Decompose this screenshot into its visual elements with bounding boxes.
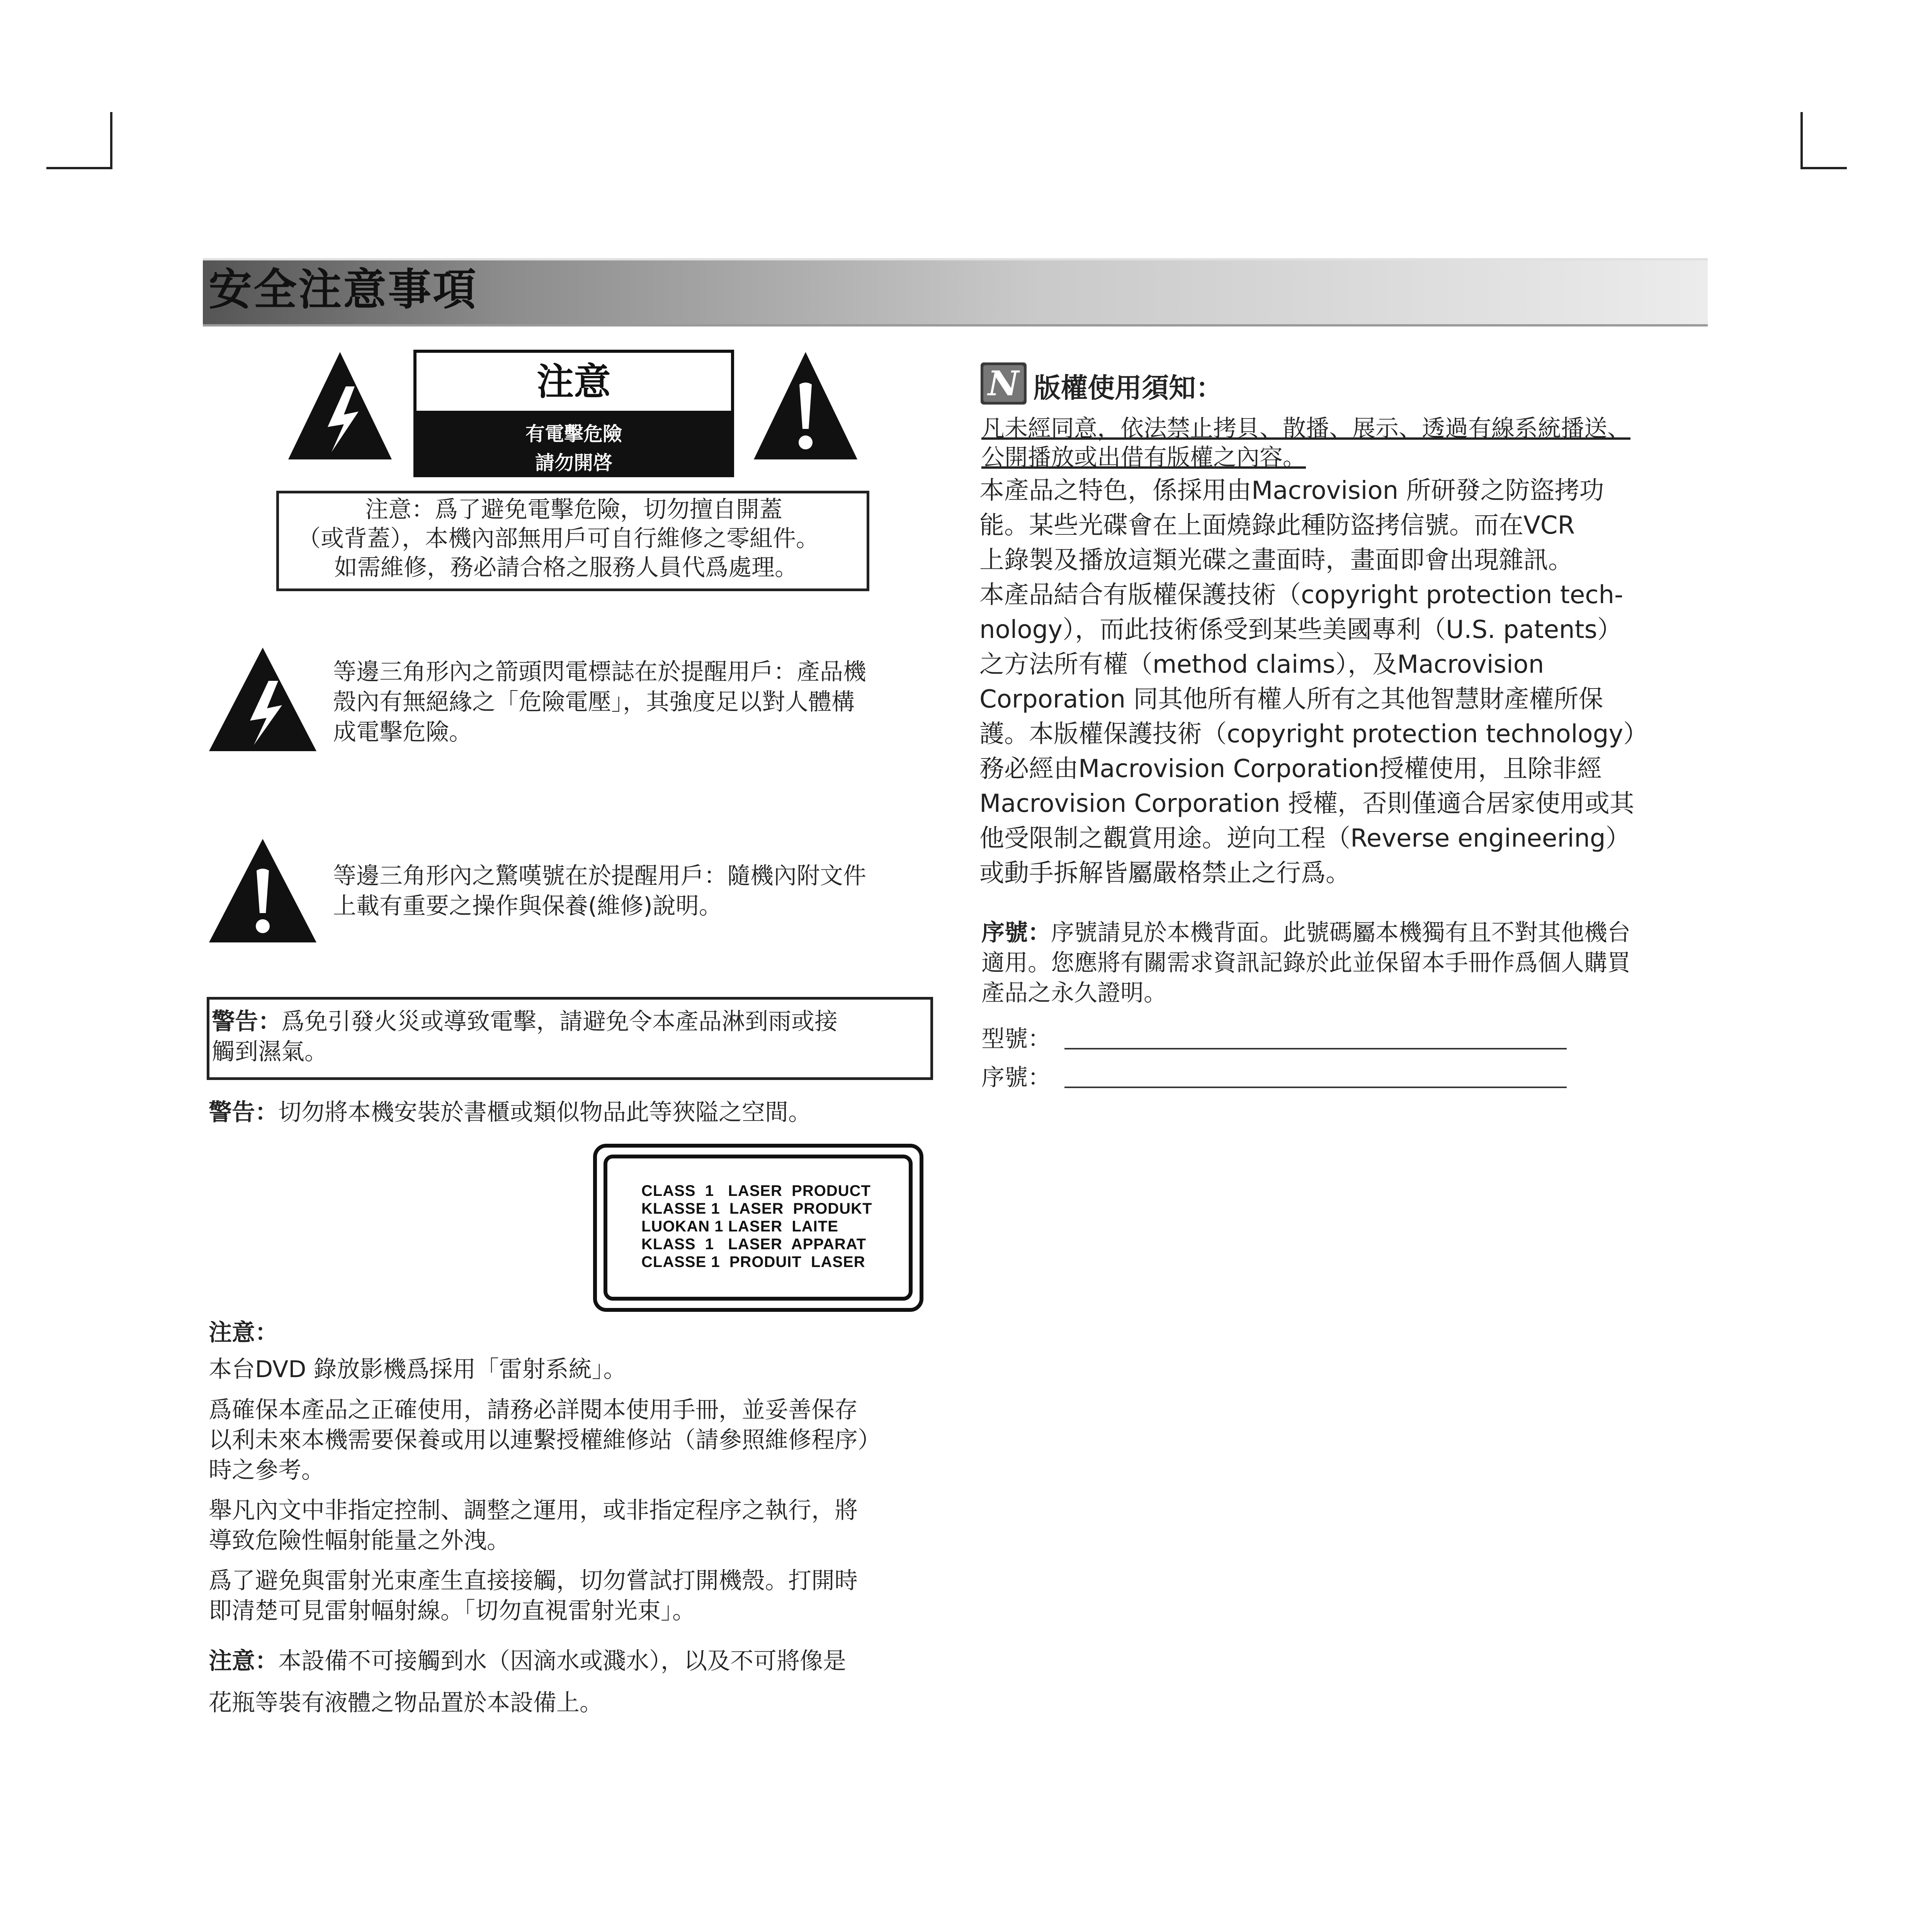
symbol-note-line: 上載有重要之操作與保養(維修)說明。 — [333, 893, 722, 920]
note-paragraph-line: 爲確保本產品之正確使用，請務必詳閱本使用手冊，並妥善保存 — [209, 1396, 858, 1423]
caution-box-line: （或背蓋），本機內部無用戶可自行維修之零組件。 — [298, 525, 819, 552]
crop-mark — [1800, 167, 1847, 169]
note-paragraph-line: 爲了避免與雷射光束產生直接接觸，切勿嘗試打開機殼。打開時 — [209, 1567, 858, 1594]
caution-label-line: 有電擊危險 — [525, 423, 622, 445]
copyright-body-line: 能。某些光碟會在上面燒錄此種防盜拷信號。而在VCR — [979, 511, 1575, 540]
caution-label-line: 請勿開啓 — [535, 452, 612, 474]
caution-box-line: 如需維修，務必請合格之服務人員代爲處理。 — [334, 554, 798, 581]
copyright-body-line: 或動手拆解皆屬嚴格禁止之行爲。 — [979, 859, 1350, 888]
copyright-body-line: Macrovision Corporation 授權，否則僅適合居家使用或其 — [979, 789, 1634, 818]
copyright-body-line: 之方法所有權（method claims），及Macrovision — [979, 650, 1544, 679]
copyright-body-line: 他受限制之觀賞用途。逆向工程（Reverse engineering） — [979, 824, 1630, 853]
crop-mark — [110, 112, 112, 169]
copyright-heading: 版權使用須知： — [1034, 372, 1223, 404]
warning-line — [212, 1007, 838, 1037]
note-heading: 注意： — [209, 1319, 278, 1346]
symbol-note-line: 成電擊危險。 — [333, 719, 472, 746]
note-paragraph-line: 本台DVD 錄放影機爲採用「雷射系統」。 — [209, 1356, 627, 1383]
svg-text:N: N — [988, 363, 1019, 403]
laser-label-line: LUOKAN 1 LASER LAITE — [641, 1218, 838, 1235]
lightning-triangle-icon — [207, 645, 319, 753]
model-number-field[interactable] — [1064, 1048, 1567, 1049]
caution-label-title: 注意 — [417, 353, 731, 411]
note-label: 注意： — [209, 1648, 278, 1675]
note-paragraph-line — [209, 1646, 846, 1676]
serial-text: 序號請見於本機背面。此號碼屬本機獨有且不對其他機台 — [1051, 919, 1630, 946]
page-title: 安全注意事項 — [209, 265, 478, 315]
copyright-body-line: 務必經由Macrovision Corporation授權使用，且除非經 — [979, 755, 1602, 783]
laser-label-line: CLASSE 1 PRODUIT LASER — [641, 1253, 865, 1270]
laser-label-line: CLASS 1 LASER PRODUCT — [641, 1182, 871, 1199]
warning-text: 切勿將本機安裝於書櫃或類似物品此等狹隘之空間。 — [278, 1099, 811, 1126]
warning-text: 爲免引發火災或導致電擊，請避免令本產品淋到雨或接 — [281, 1008, 838, 1035]
serial-label: 序號： — [981, 919, 1051, 946]
note-paragraph-line: 花瓶等裝有液體之物品置於本設備上。 — [209, 1689, 603, 1716]
copyright-body-line: nology），而此技術係受到某些美國專利（U.S. patents） — [979, 616, 1622, 644]
exclamation-triangle-icon — [207, 837, 319, 945]
note-paragraph-line: 時之參考。 — [209, 1457, 325, 1484]
warning-label: 警告： — [212, 1008, 281, 1035]
copyright-underlined-line: 凡未經同意，依法禁止拷貝、散播、展示、透過有線系統播送、 — [981, 415, 1630, 442]
note-paragraph-line: 舉凡內文中非指定控制、調整之運用，或非指定程序之執行，將 — [209, 1497, 858, 1524]
crop-mark — [46, 167, 112, 169]
note-paragraph-line: 導致危險性幅射能量之外洩。 — [209, 1527, 510, 1554]
warning-line: 觸到濕氣。 — [212, 1038, 328, 1065]
crop-mark — [1800, 112, 1803, 169]
copyright-body-line: 本產品之特色，係採用由Macrovision 所研發之防盜拷功 — [979, 476, 1604, 505]
serial-number-label: 序號： — [981, 1064, 1051, 1091]
serial-line — [981, 918, 1630, 948]
warning-line — [209, 1097, 811, 1128]
laser-label-line: KLASS 1 LASER APPARAT — [641, 1236, 867, 1253]
note-paragraph-line: 即清楚可見雷射幅射線。「切勿直視雷射光束」。 — [209, 1597, 695, 1624]
note-paragraph-line: 以利未來本機需要保養或用以連繫授權維修站（請參照維修程序） — [209, 1427, 881, 1454]
exclamation-triangle-icon — [751, 350, 860, 462]
serial-line: 產品之永久證明。 — [981, 980, 1167, 1007]
serial-line: 適用。您應將有關需求資訊記錄於此並保留本手冊作爲個人購買 — [981, 949, 1630, 976]
model-number-label: 型號： — [981, 1026, 1051, 1053]
copyright-body-line: 護。本版權保護技術（copyright protection technology） — [979, 720, 1648, 748]
copyright-body-line: Corporation 同其他所有權人所有之其他智慧財產權所保 — [979, 685, 1603, 714]
copyright-underlined-line: 公開播放或出借有版權之內容。 — [981, 444, 1306, 471]
caution-box-line: 注意：爲了避免電擊危險，切勿擅自開蓋 — [365, 496, 782, 523]
copyright-body-line: 上錄製及播放這類光碟之畫面時，畫面即會出現雜訊。 — [979, 546, 1573, 575]
symbol-note-line: 等邊三角形內之驚嘆號在於提醒用戶：隨機內附文件 — [333, 862, 866, 889]
copyright-body-line: 本產品結合有版權保護技術（copyright protection tech- — [979, 581, 1624, 609]
symbol-note-line: 殼內有無絕緣之「危險電壓」，其強度足以對人體構 — [333, 689, 855, 716]
symbol-note-line: 等邊三角形內之箭頭閃電標誌在於提醒用戶：產品機 — [333, 658, 866, 685]
note-text: 本設備不可接觸到水（因滴水或濺水），以及不可將像是 — [278, 1648, 846, 1675]
lightning-triangle-icon — [286, 350, 394, 462]
serial-number-field[interactable] — [1064, 1087, 1567, 1088]
warning-label: 警告： — [209, 1099, 278, 1126]
laser-label-line: KLASSE 1 LASER PRODUKT — [641, 1200, 872, 1217]
note-n-icon — [979, 361, 1028, 406]
caution-label — [413, 350, 734, 477]
